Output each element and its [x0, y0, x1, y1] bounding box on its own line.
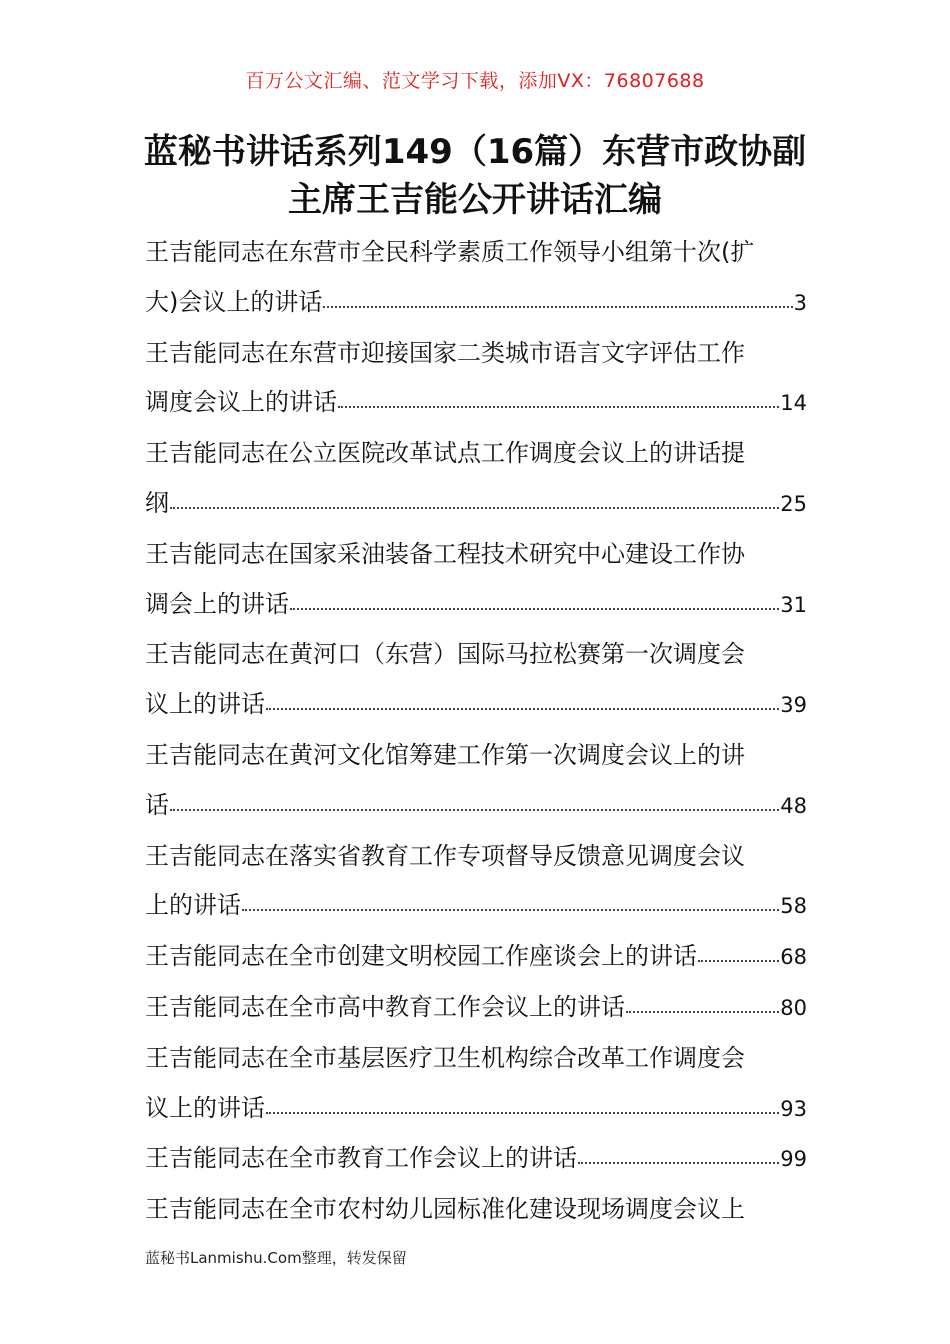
toc-entry[interactable]: [145, 1185, 807, 1235]
toc-entry[interactable]: [145, 329, 807, 430]
toc-entry[interactable]: [145, 1034, 807, 1135]
toc-entry-title-line: 王吉能同志在东营市迎接国家二类城市语言文字评估工作: [145, 338, 745, 367]
toc-entry[interactable]: [145, 630, 807, 731]
toc-entry-title-end: 王吉能同志在全市教育工作会议上的讲话: [145, 1144, 577, 1173]
toc-dot-leader: [323, 286, 792, 310]
toc-entry-last-line: [145, 278, 807, 329]
toc-dot-leader: [338, 386, 779, 410]
toc-entry-title-end: 大)会议上的讲话: [145, 287, 323, 316]
toc-entry[interactable]: [145, 530, 807, 631]
toc-entry-title-line: 王吉能同志在全市农村幼儿园标准化建设现场调度会议上: [145, 1195, 745, 1224]
toc-page-number: 39: [780, 693, 807, 718]
toc-dot-leader: [170, 789, 779, 813]
toc-entry-last-line: [145, 479, 807, 530]
toc-entry-title-end: 话: [145, 790, 169, 819]
toc-page-number: 25: [780, 491, 807, 516]
toc-dot-leader: [626, 991, 779, 1015]
footer-note: 蓝秘书Lanmishu.Com整理，转发保留: [145, 1249, 407, 1267]
toc-page-number: 3: [793, 290, 807, 315]
toc-dot-leader: [578, 1142, 779, 1166]
toc-entry-title-line: 王吉能同志在黄河口（东营）国际马拉松赛第一次调度会: [145, 640, 745, 669]
table-of-contents: [145, 228, 807, 1235]
toc-page-number: 58: [780, 894, 807, 919]
toc-entry-title-end: 王吉能同志在全市创建文明校园工作座谈会上的讲话: [145, 942, 697, 971]
toc-page-number: 14: [780, 391, 807, 416]
toc-entry[interactable]: [145, 983, 807, 1034]
toc-entry[interactable]: [145, 832, 807, 933]
toc-entry-title-line: 王吉能同志在国家采油装备工程技术研究中心建设工作协: [145, 539, 745, 568]
toc-entry-title-line: 王吉能同志在东营市全民科学素质工作领导小组第十次(扩: [145, 238, 755, 266]
toc-entry-last-line: [145, 1134, 807, 1185]
toc-entry[interactable]: [145, 429, 807, 530]
toc-entry[interactable]: [145, 932, 807, 983]
toc-entry-last-line: [145, 580, 807, 631]
toc-entry[interactable]: [145, 228, 807, 329]
toc-entry-title-line: 王吉能同志在黄河文化馆筹建工作第一次调度会议上的讲: [145, 740, 745, 769]
toc-page-number: 93: [780, 1096, 807, 1121]
toc-dot-leader: [170, 487, 779, 511]
toc-entry-title-end: 调度会议上的讲话: [145, 388, 337, 417]
toc-entry-last-line: [145, 680, 807, 731]
toc-entry-title-end: 王吉能同志在全市高中教育工作会议上的讲话: [145, 992, 625, 1021]
toc-entry-last-line: [145, 378, 807, 429]
toc-entry[interactable]: [145, 1134, 807, 1185]
toc-entry-last-line: [145, 881, 807, 932]
toc-entry-last-line: [145, 781, 807, 832]
toc-entry-title-line: 王吉能同志在全市基层医疗卫生机构综合改革工作调度会: [145, 1043, 745, 1072]
toc-page-number: 68: [780, 945, 807, 970]
toc-entry-last-line: [145, 932, 807, 983]
toc-dot-leader: [266, 1092, 779, 1116]
toc-entry-title-end: 议上的讲话: [145, 1093, 265, 1122]
toc-entry-title-line: 王吉能同志在公立医院改革试点工作调度会议上的讲话提: [145, 439, 745, 468]
toc-entry-title-end: 议上的讲话: [145, 690, 265, 719]
toc-page-number: 80: [780, 995, 807, 1020]
toc-dot-leader: [290, 588, 779, 612]
toc-page-number: 48: [780, 793, 807, 818]
toc-entry-title-end: 上的讲话: [145, 891, 241, 920]
toc-entry[interactable]: [145, 731, 807, 832]
toc-dot-leader: [266, 688, 779, 712]
toc-entry-title-line: 王吉能同志在落实省教育工作专项督导反馈意见调度会议: [145, 841, 745, 870]
toc-dot-leader: [698, 940, 779, 964]
toc-entry-last-line: [145, 1084, 807, 1135]
toc-page-number: 99: [780, 1147, 807, 1172]
document-title: 蓝秘书讲话系列149（16篇）东营市政协副主席王吉能公开讲话汇编: [143, 132, 807, 220]
toc-entry-last-line: [145, 983, 807, 1034]
toc-entry-title-end: 纲: [145, 488, 169, 517]
toc-entry-title-end: 调会上的讲话: [145, 589, 289, 618]
header-note: 百万公文汇编、范文学习下载，添加VX：76807688: [245, 70, 705, 92]
toc-page-number: 31: [780, 592, 807, 617]
toc-dot-leader: [242, 889, 779, 913]
